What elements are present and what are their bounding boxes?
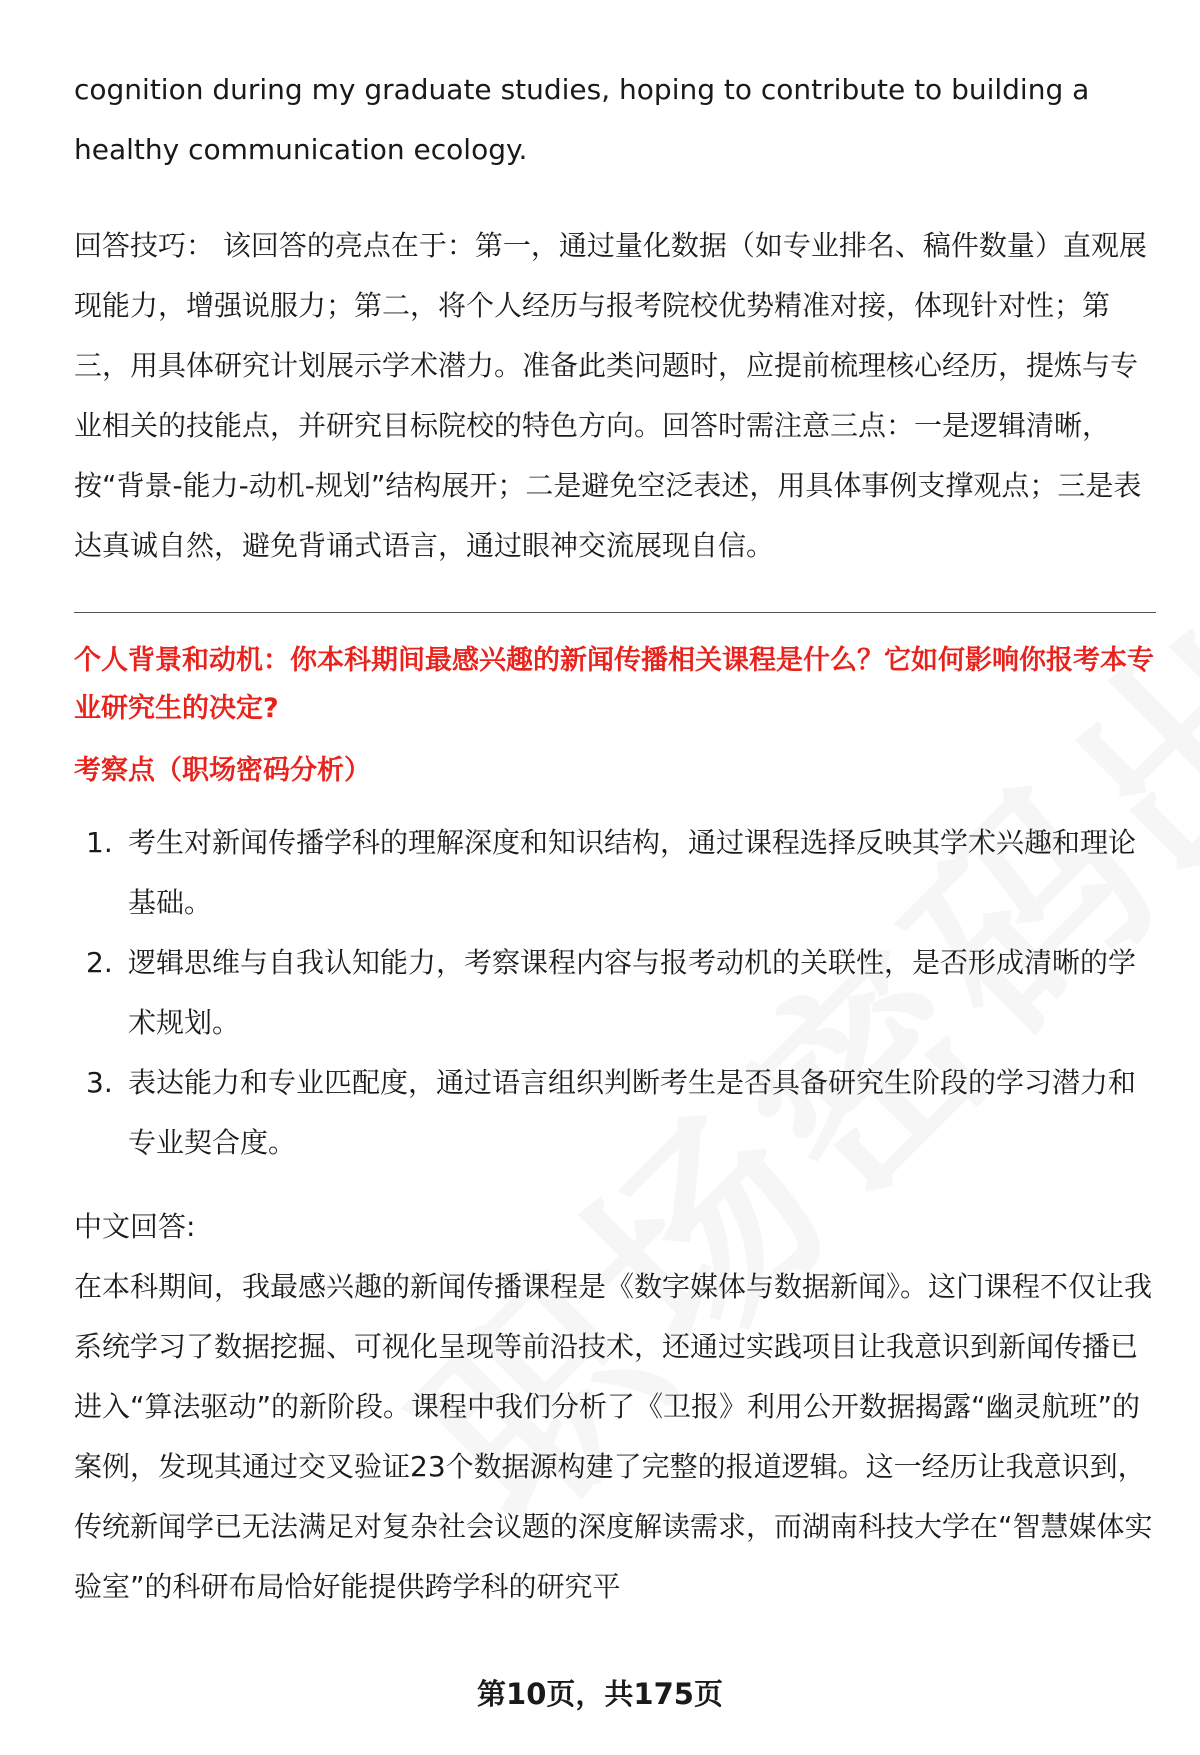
list-item-text: 考生对新闻传播学科的理解深度和知识结构，通过课程选择反映其学术兴趣和理论基础。 [128,826,1137,919]
list-item-text: 逻辑思维与自我认知能力，考察课程内容与报考动机的关联性，是否形成清晰的学术规划。 [128,946,1137,1039]
document-page [74,60,1156,1617]
focus-points-list [74,813,1156,1173]
list-item [74,933,1156,1053]
english-answer-line: cognition during my graduate studies, hoping to contribute to building a [74,73,1090,106]
list-item-number: 2. [86,946,113,979]
list-item-number: 1. [86,826,113,859]
chinese-answer-paragraph: 在本科期间，我最感兴趣的新闻传播课程是《数字媒体与数据新闻》。这门课程不仅让我系统学习了数据挖掘、可视化呈现等前沿技术，还通过实践项目让我意识到新闻传播已进入“算法驱动”的新阶段。课程中我们分析了《卫报》利用公开数据揭露“幽灵航班”的案例，发现其通过交叉验证23个数据源构建了完整的报道逻辑。这一经历让我意识到，传统新闻学已无法满足对复杂社会议题的深度解读需求，而湖南科技大学在“智慧媒体实验室”的科研布局恰好能提供跨学科的研究平 [74,1270,1153,1603]
focus-heading: 考察点（职场密码分析） [74,755,371,786]
list-item [74,1053,1156,1173]
page-number-footer: 第10页，共175页 [477,1677,723,1711]
answer-tips-paragraph: 回答技巧： 该回答的亮点在于：第一，通过量化数据（如专业排名、稿件数量）直观展现能力，增强说服力；第二，将个人经历与报考院校优势精准对接，体现针对性；第三，用具体研究计划展示学术潜力。准备此类问题时，应提前梳理核心经历，提炼与专业相关的技能点，并研究目标院校的特色方向。回答时需注意三点：一是逻辑清晰，按“背景-能力-动机-规划”结构展开；二是避免空泛表述，用具体事例支撑观点；三是表达真诚自然，避免背诵式语言，通过眼神交流展现自信。 [74,229,1147,562]
chinese-answer-label: 中文回答: [74,1210,196,1243]
english-answer-line: healthy communication ecology. [74,133,528,166]
list-item [74,813,1156,933]
list-item-text: 表达能力和专业匹配度，通过语言组织判断考生是否具备研究生阶段的学习潜力和专业契合度。 [128,1066,1137,1159]
list-item-number: 3. [86,1066,113,1099]
interview-question: 个人背景和动机：你本科期间最感兴趣的新闻传播相关课程是什么？它如何影响你报考本专业研究生的决定? [74,645,1154,724]
